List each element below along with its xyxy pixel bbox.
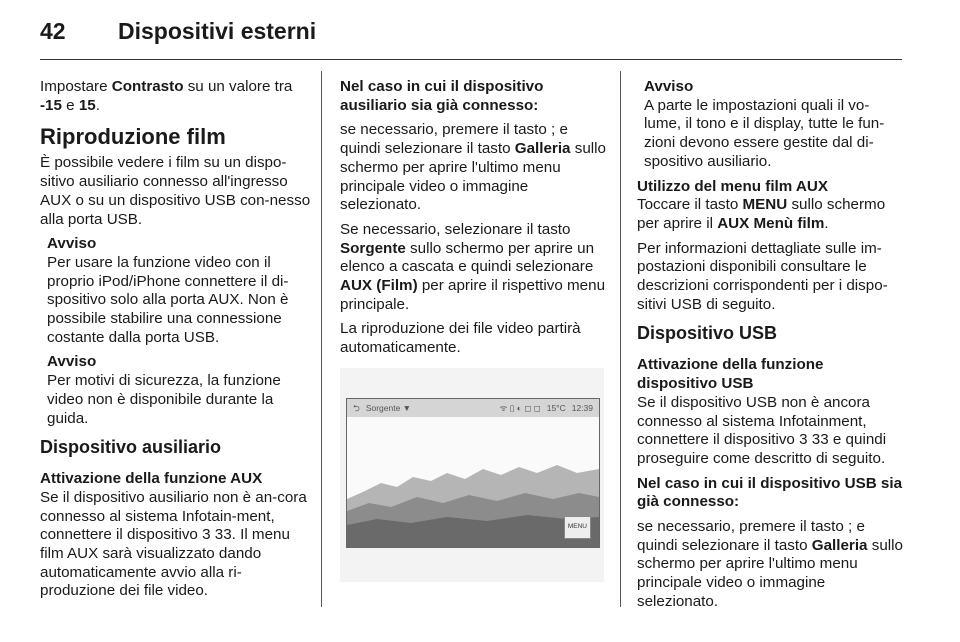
details-paragraph: Per informazioni dettagliate sulle im-postazioni disponibili consultare le descrizioni corrispondenti per i dispo-sitivi USB di seguito. [637, 239, 888, 313]
aux-subheading: Attivazione della funzione AUX [40, 470, 263, 488]
page-ref-icon: 3 [202, 526, 211, 544]
source-paragraph: Se necessario, selezionare il tasto Sorgente sullo schermo per aprire un elenco a cascata e quindi selezionare AUX (Film) per aprire il rispettivo menu principale. [340, 220, 606, 313]
gallery-paragraph: se necessario, premere il tasto ; e quindi selezionare il tasto Galleria sullo schermo per aprire l'ultimo menu principale video o immagine selezionato. [340, 121, 606, 214]
column-divider [321, 71, 322, 607]
note-aux-controls [637, 78, 905, 172]
usb-gallery-paragraph: se necessario, premere il tasto ; e quindi selezionare il tasto Galleria sullo schermo per aprire l'ultimo menu principale video o immagine selezionato. [637, 518, 903, 610]
video-screen [346, 398, 600, 548]
chapter-title: Dispositivi esterni [118, 17, 317, 44]
column-1 [40, 78, 312, 607]
page-number: 42 [40, 17, 66, 44]
screen-status-bar [347, 399, 599, 417]
source-dropdown[interactable]: Sorgente ▼ [365, 402, 412, 413]
header-rule [40, 59, 902, 60]
menu-button[interactable]: MENU [564, 516, 591, 539]
note-text: Per motivi di sicurezza, la funzione video non è disponibile durante la guida. [47, 372, 281, 427]
usb-heading: Dispositivo USB [637, 323, 778, 344]
note-title: Avviso [644, 78, 694, 95]
aux-heading: Dispositivo ausiliario [40, 437, 222, 458]
back-icon[interactable]: ⮌ [353, 402, 360, 413]
menu-paragraph: Toccare il tasto MENU sullo schermo per aprire il AUX Menù film. [637, 196, 886, 232]
intro-paragraph: Impostare Contrasto su un valore tra -15 e 15. [40, 78, 293, 114]
home-icon: ; [848, 518, 853, 536]
page-ref-icon: 3 [799, 431, 808, 449]
usb-connected-subheading: Nel caso in cui il dispositivo USB sia già connesso: [637, 474, 903, 511]
aux-connected-subheading: Nel caso in cui il dispositivo ausiliario sia già connesso: [340, 78, 544, 114]
note-title: Avviso [47, 353, 97, 371]
film-paragraph: È possibile vedere i film su un dispo-sitivo ausiliario connesso all'ingresso AUX o su un dispositivo USB con-nesso alla porta USB. [40, 154, 311, 228]
usb-subheading: Attivazione della funzione dispositivo USB [637, 356, 824, 393]
infotainment-screenshot [340, 368, 604, 582]
note-safety [40, 353, 312, 428]
home-icon: ; [551, 121, 556, 139]
page-header [40, 14, 316, 48]
column-3 [637, 78, 905, 618]
note-ipod [40, 235, 312, 347]
clock: 12:39 [571, 402, 593, 413]
film-heading: Riproduzione film [40, 124, 226, 150]
status-icons: ᯤ ▯ ◐ ◻ ◻ [499, 402, 541, 413]
aux-paragraph: Se il dispositivo ausiliario non è an-cora connesso al sistema Infotain-ment, connettere il dispositivo 3 33. Il menu film AUX sarà visualizzato dando automaticamente avvio alla ri-produzione dei file video. [40, 488, 307, 600]
temperature: 15°C [546, 402, 566, 413]
note-title: Avviso [47, 235, 97, 253]
note-text: Per usare la funzione video con il proprio iPod/iPhone connettere il di-spositivo solo alla porta AUX. Non è possibile stabilire una connessione costante dalla porta USB. [47, 253, 289, 346]
mountain-landscape [347, 417, 599, 547]
autoplay-paragraph: La riproduzione dei file video partirà automaticamente. [340, 320, 581, 357]
usb-paragraph: Se il dispositivo USB non è ancora connesso al sistema Infotainment, connettere il dispositivo 3 33 e quindi proseguire come descritto di seguito. [637, 393, 887, 467]
column-divider [620, 71, 621, 607]
column-2 [340, 78, 608, 582]
note-text: A parte le impostazioni quali il vo-lume, il tono e il display, tutte le fun-zioni devono essere gestite dal di-spositivo ausiliario. [644, 96, 885, 170]
aux-menu-subheading: Utilizzo del menu film AUX [637, 177, 828, 195]
